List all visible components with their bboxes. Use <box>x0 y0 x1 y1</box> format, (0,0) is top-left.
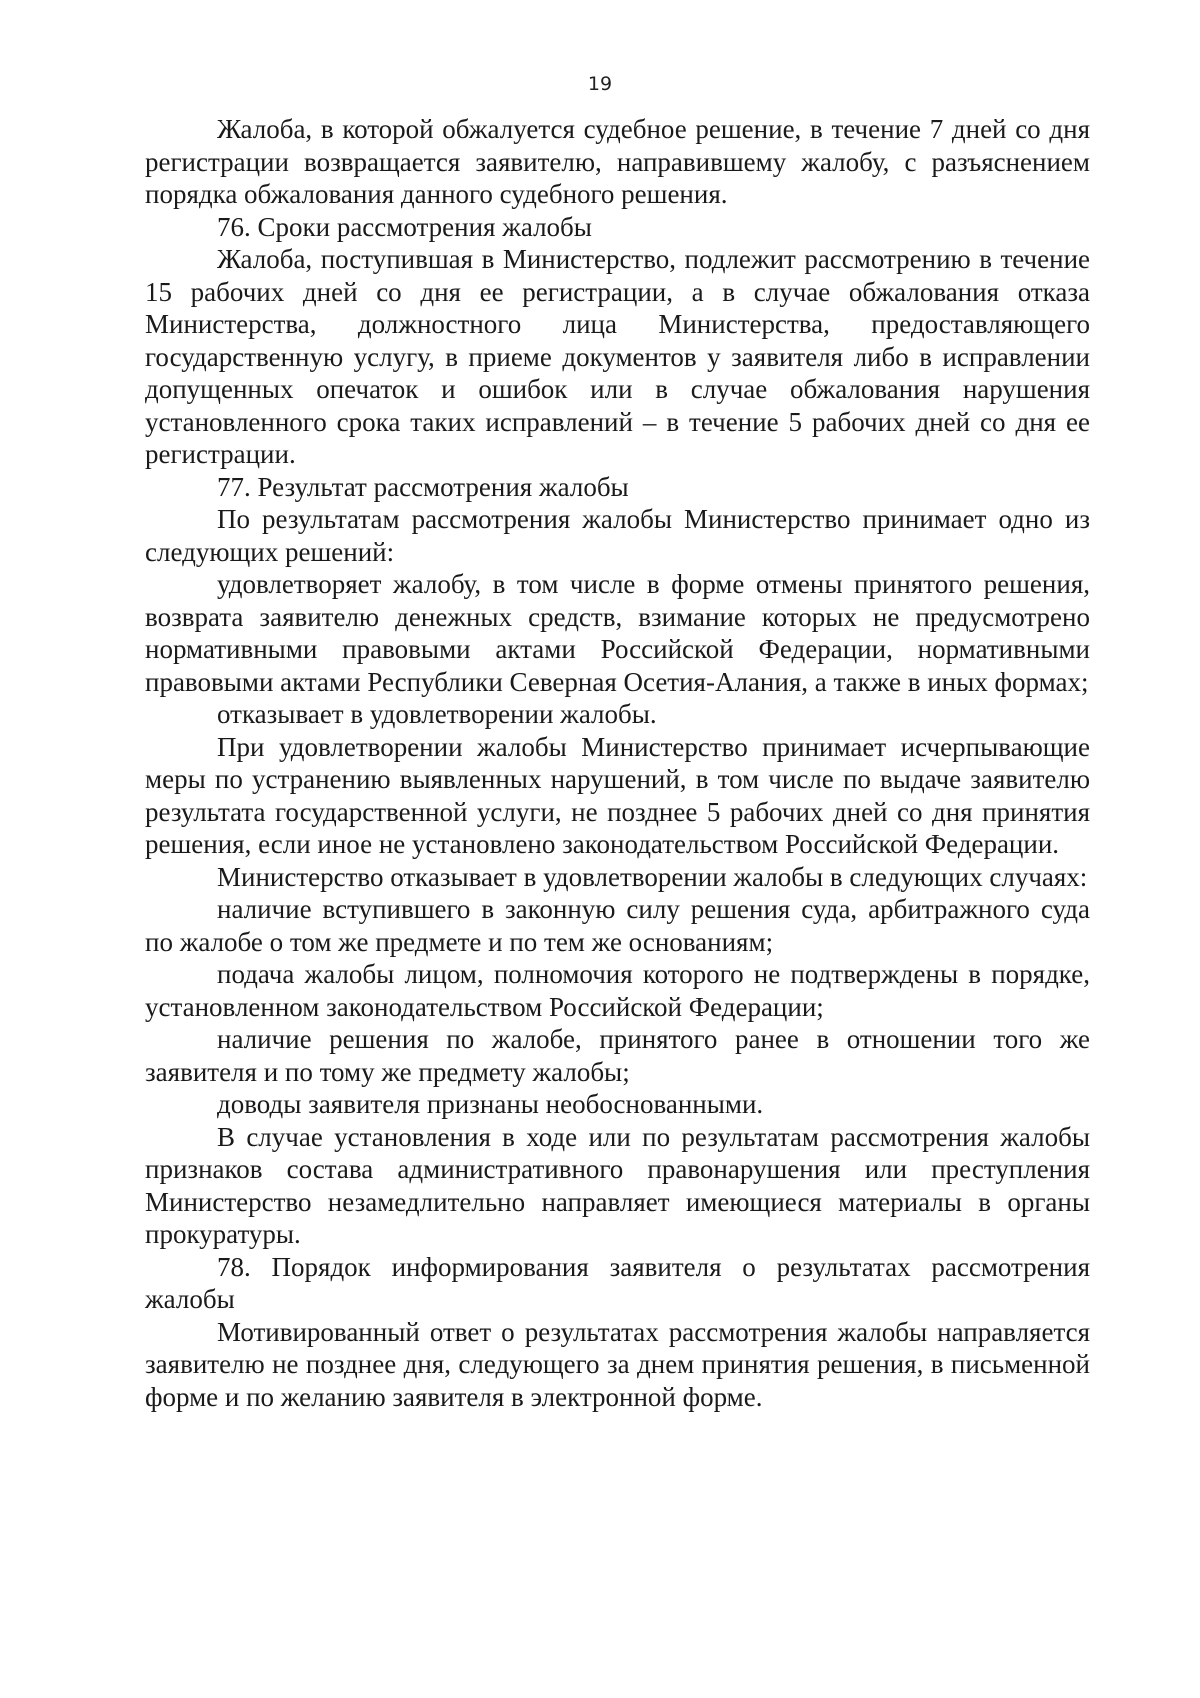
list-item-court-decision-exists: наличие вступившего в законную силу решения суда, арбитражного суда по жалобе о том же предмете и по тем же основаниям; <box>145 894 1090 957</box>
document-body <box>145 113 1090 1413</box>
section-heading-76: 76. Сроки рассмотрения жалобы <box>217 211 592 242</box>
paragraph-decision-intro: По результатам рассмотрения жалобы Министерство принимает одно из следующих решений: <box>145 504 1090 567</box>
page-number: 19 <box>587 73 613 95</box>
list-item-satisfies-complaint: удовлетворяет жалобу, в том числе в форме отмены принятого решения, возврата заявителю денежных средств, взимание которых не предусмотрено нормативными правовыми актами Российской Федерации, нормативными правовыми актами Республики Северная Осетия-Алания, а также в иных формах; <box>145 569 1090 697</box>
list-item-unfounded-arguments: доводы заявителя признаны необоснованными. <box>217 1089 764 1119</box>
list-item-refuses-complaint: отказывает в удовлетворении жалобы. <box>217 699 657 729</box>
paragraph-reasoned-response: Мотивированный ответ о результатах рассмотрения жалобы направляется заявителю не позднее дня, следующего за днем принятия решения, в письменной форме и по желанию заявителя в электронной форме. <box>145 1316 1090 1412</box>
list-item-unconfirmed-authority: подача жалобы лицом, полномочия которого не подтверждены в порядке, установленном законодательством Российской Федерации; <box>145 959 1090 1022</box>
paragraph-prosecution-referral: В случае установления в ходе или по результатам рассмотрения жалобы признаков состава административного правонарушения или преступления Министерство незамедлительно направляет имеющиеся материалы в органы прокуратуры. <box>145 1121 1090 1249</box>
list-item-prior-decision: наличие решения по жалобе, принятого ранее в отношении того же заявителя и по тому же предмету жалобы; <box>145 1024 1090 1087</box>
paragraph-court-decision-complaint: Жалоба, в которой обжалуется судебное решение, в течение 7 дней со дня регистрации возвращается заявителю, направившему жалобу, с разъяснением порядка обжалования данного судебного решения. <box>145 114 1090 209</box>
section-heading-77: 77. Результат рассмотрения жалобы <box>217 471 629 502</box>
paragraph-refusal-cases-intro: Министерство отказывает в удовлетворении жалобы в следующих случаях: <box>217 861 1088 892</box>
section-heading-78: 78. Порядок информирования заявителя о результатах рассмотрения жалобы <box>145 1251 1090 1314</box>
paragraph-review-period: Жалоба, поступившая в Министерство, подлежит рассмотрению в течение 15 рабочих дней со дня ее регистрации, а в случае обжалования отказа Министерства, должностного лица Министерства, предоставляющего государственную услугу, в приеме документов у заявителя либо в исправлении допущенных опечаток и ошибок или в случае обжалования нарушения установленного срока таких исправлений – в течение 5 рабочих дней со дня ее регистрации. <box>145 244 1090 469</box>
paragraph-remedy-measures: При удовлетворении жалобы Министерство принимает исчерпывающие меры по устранению выявленных нарушений, в том числе по выдаче заявителю результата государственной услуги, не позднее 5 рабочих дней со дня принятия решения, если иное не установлено законодательством Российской Федерации. <box>145 731 1090 859</box>
